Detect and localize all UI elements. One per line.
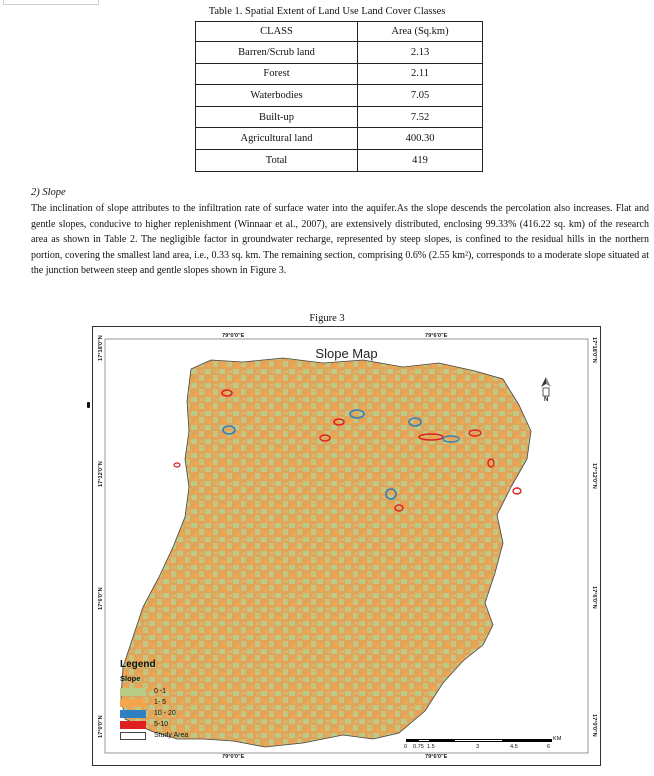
cell-class: Total	[196, 149, 358, 171]
legend-label: 5-10	[154, 721, 169, 728]
scale-segment	[430, 739, 454, 742]
table-header-row	[196, 22, 483, 42]
coord-bottom-left: 79°0'0"E	[222, 754, 245, 760]
legend-item	[120, 708, 188, 719]
cell-area: 2.11	[358, 63, 483, 85]
cell-area: 7.52	[358, 106, 483, 128]
header-class: CLASS	[196, 22, 358, 42]
north-label: N	[544, 397, 549, 403]
legend-label: Study Area	[154, 732, 189, 739]
legend-swatch	[120, 699, 146, 707]
cell-class: Waterbodies	[196, 85, 358, 107]
table-row	[196, 106, 483, 128]
map-legend	[120, 659, 188, 741]
slope-map-figure	[92, 326, 601, 766]
scale-tick: 0.75	[413, 744, 424, 750]
cell-area: 7.05	[358, 85, 483, 107]
scale-tick: 4.5	[510, 744, 518, 750]
lat-label-right-6: 17°6'0"N	[591, 586, 597, 609]
cell-class: Forest	[196, 63, 358, 85]
scale-tick: 6	[547, 744, 551, 750]
edge-mark	[87, 402, 90, 408]
legend-subtitle: Slope	[120, 674, 141, 683]
scale-segment	[503, 739, 552, 742]
coord-bottom-right: 79°6'0"E	[425, 754, 448, 760]
scale-segment	[418, 739, 430, 742]
scale-tick: 3	[476, 744, 480, 750]
legend-item	[120, 730, 188, 741]
legend-label: 1- 5	[154, 699, 167, 706]
body-paragraph	[31, 201, 649, 279]
legend-label: 0 -1	[154, 688, 167, 695]
legend-swatch	[120, 688, 146, 696]
cell-area: 400.30	[358, 128, 483, 150]
legend-swatch	[120, 710, 146, 718]
lat-label-left-18: 17°18'0"N	[98, 335, 104, 361]
lat-label-right-18: 17°18'0"N	[591, 337, 597, 363]
lat-label-left-12: 17°12'0"N	[98, 461, 104, 487]
scale-segment	[406, 739, 418, 742]
cell-class: Agricultural land	[196, 128, 358, 150]
scale-unit: KM	[553, 736, 562, 742]
scale-bar	[404, 736, 562, 755]
table-row	[196, 63, 483, 85]
table-caption: Table 1. Spatial Extent of Land Use Land Cover Classes	[208, 6, 446, 17]
legend-item	[120, 719, 188, 730]
legend-label: 10 - 20	[154, 710, 176, 717]
map-title: Slope Map	[315, 346, 378, 361]
table-row	[196, 42, 483, 64]
coord-top-left: 79°0'0"E	[222, 333, 245, 339]
legend-item	[120, 697, 188, 708]
table-row-total	[196, 149, 483, 171]
legend-item	[120, 686, 188, 697]
legend-swatch	[120, 732, 146, 740]
legend-swatch	[120, 721, 146, 729]
figure-caption: Figure 3	[309, 313, 345, 324]
header-area: Area (Sq.km)	[358, 22, 483, 42]
lat-label-right-12: 17°12'0"N	[591, 463, 597, 489]
lat-label-left-6: 17°6'0"N	[98, 587, 104, 610]
top-left-box	[3, 0, 99, 5]
table-row	[196, 85, 483, 107]
cell-class: Barren/Scrub land	[196, 42, 358, 64]
cell-area: 2.13	[358, 42, 483, 64]
lat-label-left-0: 17°0'0"N	[98, 715, 104, 738]
paragraph-text: The inclination of slope attributes to the infiltration rate of surface water into the aquifer.As the slope descends the percolation also increases. Flat and gentle slopes, conducive to higher replenishment (Winnaar et al., 2007), are extensively distributed, enclosing 99.33% (416.22 sq. km) of the research area as shown in Table 2. The negligible factor in groundwater recharge, represented by steep slopes, is confined to the residual hills in the northern portion, covering the smallest land area, i.e., 0.33 sq. km. The remaining section, comprising 0.6% (2.55 km²), corresponds to a moderate slope situated at the junction between steep and gentle slopes shown in Figure 3.	[31, 203, 649, 277]
cell-class: Built-up	[196, 106, 358, 128]
north-arrow-icon	[541, 377, 551, 396]
table-row	[196, 128, 483, 150]
legend-title: Legend	[120, 659, 156, 670]
cell-area: 419	[358, 149, 483, 171]
scale-tick: 1.5	[427, 744, 435, 750]
lat-label-right-0: 17°0'0"N	[591, 714, 597, 737]
coord-top-right: 79°6'0"E	[425, 333, 448, 339]
scale-segment	[454, 739, 503, 742]
lulc-table	[195, 21, 483, 172]
scale-tick: 0	[404, 744, 408, 750]
section-heading: 2) Slope	[31, 187, 66, 198]
